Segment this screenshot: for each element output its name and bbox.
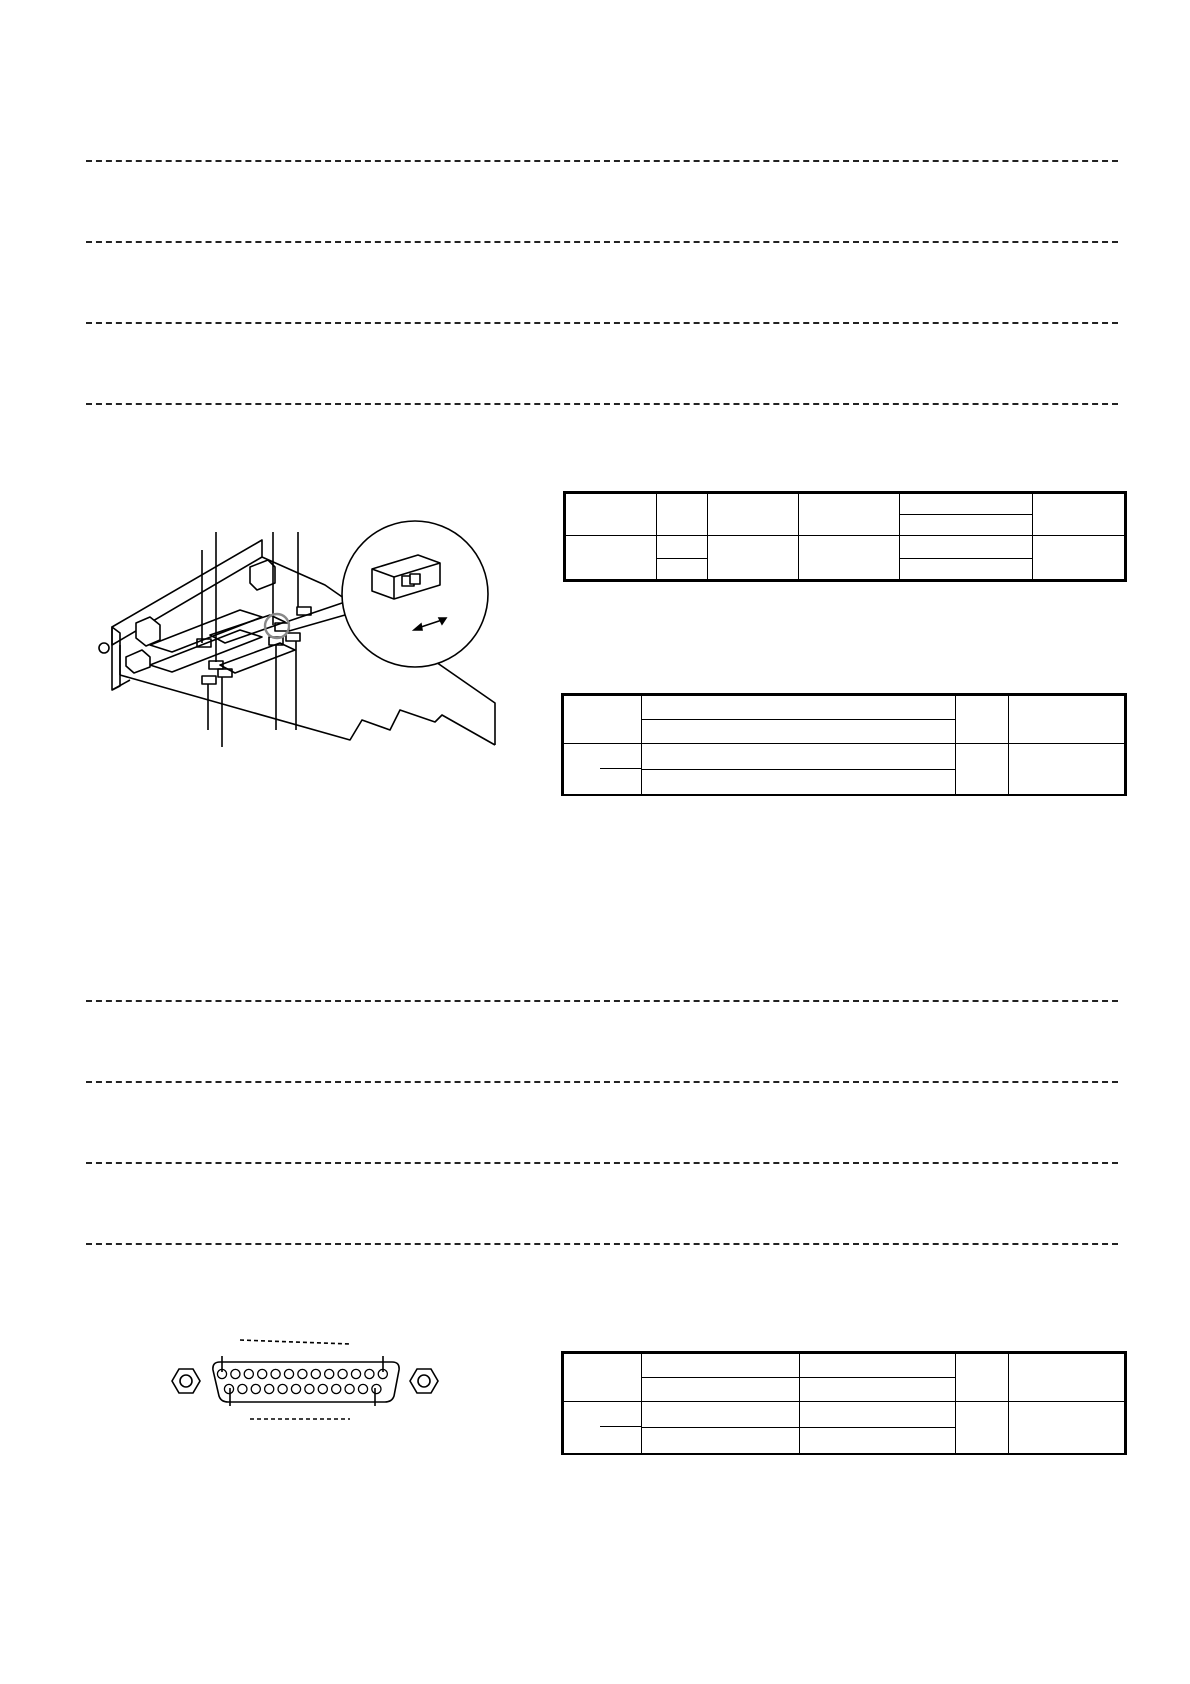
pin-bottom (251, 1384, 260, 1393)
t3-r1-c3 (800, 1354, 956, 1378)
interface-board-illustration (90, 515, 510, 765)
t2-r1-c3 (956, 696, 1009, 744)
t1-r3-c1 (566, 536, 657, 580)
pin-bottom (332, 1384, 341, 1393)
t2-r1-c1 (564, 696, 642, 744)
t3-r4-c2 (642, 1428, 800, 1454)
t1-r1-c1 (566, 494, 657, 536)
t1-r3-c3 (708, 536, 799, 580)
pin-top (284, 1369, 293, 1378)
t2-row-marker (600, 768, 641, 769)
pin-top (351, 1369, 360, 1378)
pin-bottom (278, 1384, 287, 1393)
blank-line-7 (86, 1162, 1118, 1164)
t3-r3-c3 (800, 1402, 956, 1428)
t1-r1-c4 (799, 494, 900, 536)
t1-r3-c4 (799, 536, 900, 580)
pin-bottom (265, 1384, 274, 1393)
t1-r1-c2 (657, 494, 708, 536)
hex-nut-icon (172, 1369, 200, 1393)
t3-row-marker (600, 1426, 641, 1427)
db25-connector-illustration (170, 1340, 440, 1430)
t2-r2-c2 (642, 720, 956, 744)
pin-bottom (291, 1384, 300, 1393)
t2-r3-c3 (956, 744, 1009, 795)
table-3 (563, 1353, 1125, 1454)
t3-r3-c2 (642, 1402, 800, 1428)
pin-bottom (238, 1384, 247, 1393)
blank-line-1 (86, 160, 1118, 162)
blank-line-6 (86, 1081, 1118, 1083)
pin-bottom (372, 1384, 381, 1393)
pin-top (325, 1369, 334, 1378)
table-1 (565, 493, 1125, 580)
t3-r2-c2 (642, 1378, 800, 1402)
pin-top (231, 1369, 240, 1378)
t2-r3-c1 (564, 744, 642, 795)
pin-bottom (305, 1384, 314, 1393)
blank-line-5 (86, 1000, 1118, 1002)
table-2 (563, 695, 1125, 795)
hex-nut-icon (410, 1369, 438, 1393)
t2-r1-c2 (642, 696, 956, 720)
pin-top (244, 1369, 253, 1378)
t3-r1-c1 (564, 1354, 642, 1402)
pin-bottom (318, 1384, 327, 1393)
t3-r1-c5 (1009, 1354, 1125, 1402)
pin-top (298, 1369, 307, 1378)
t2-r3-c4 (1009, 744, 1125, 795)
t2-r4-c2 (642, 770, 956, 795)
pin-top (271, 1369, 280, 1378)
t3-r4-c3 (800, 1428, 956, 1454)
t3-r3-c4 (956, 1402, 1009, 1454)
t3-r2-c3 (800, 1378, 956, 1402)
pin-top (258, 1369, 267, 1378)
t3-r3-c1 (564, 1402, 642, 1454)
pin-top (311, 1369, 320, 1378)
pin-top (365, 1369, 374, 1378)
t1-r4-c2 (657, 558, 708, 579)
t1-r3-c6 (1033, 536, 1125, 580)
t3-r1-c4 (956, 1354, 1009, 1402)
pin-bottom (224, 1384, 233, 1393)
pin-bottom (358, 1384, 367, 1393)
t3-r1-c2 (642, 1354, 800, 1378)
t1-r1-c5 (900, 494, 1033, 515)
t1-r2-c5 (900, 515, 1033, 536)
t1-r3-c2 (657, 536, 708, 558)
pin-top (338, 1369, 347, 1378)
blank-line-3 (86, 322, 1118, 324)
pin-bottom (345, 1384, 354, 1393)
blank-line-2 (86, 241, 1118, 243)
blank-line-8 (86, 1243, 1118, 1245)
t1-r1-c3 (708, 494, 799, 536)
blank-line-4 (86, 403, 1118, 405)
db25-connector-icon (213, 1340, 399, 1419)
t2-r1-c4 (1009, 696, 1125, 744)
interface-board-icon (99, 521, 495, 747)
t2-r3-c2 (642, 744, 956, 770)
t1-r3-c5 (900, 536, 1033, 558)
t3-r3-c5 (1009, 1402, 1125, 1454)
t1-r4-c5 (900, 558, 1033, 579)
t1-r1-c6 (1033, 494, 1125, 536)
